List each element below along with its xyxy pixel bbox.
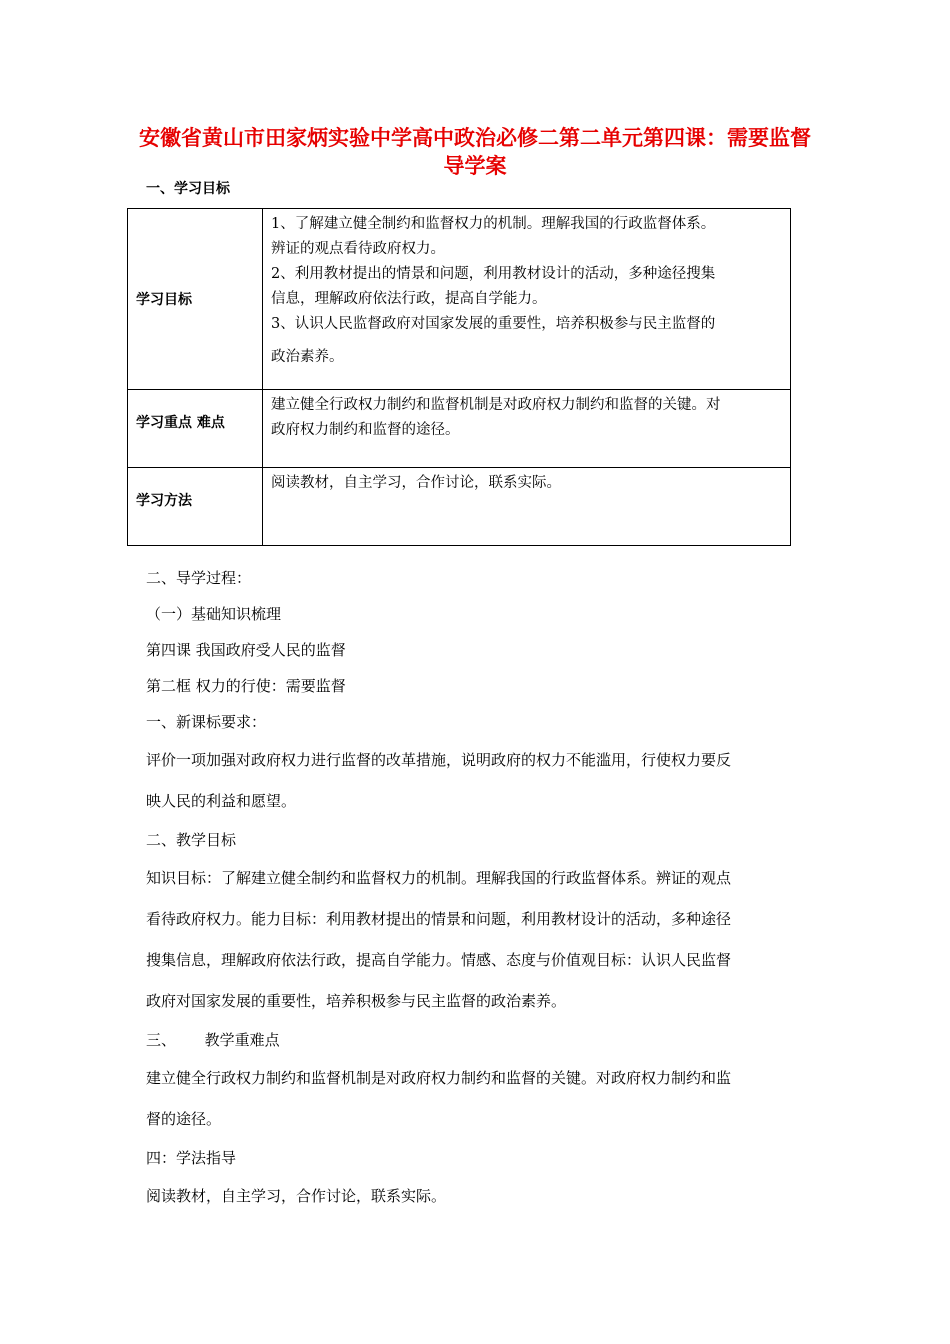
content-line: 辨证的观点看待政府权力。 [271,241,445,257]
row-label: 学习重点 难点 [128,390,263,468]
paragraph-line: 评价一项加强对政府权力进行监督的改革措施，说明政府的权力不能滥用，行使权力要反 [146,751,732,769]
frame-line: 第二框 权力的行使：需要监督 [146,677,346,695]
paragraph-line: 映人民的利益和愿望。 [146,792,297,810]
row-label: 学习方法 [128,468,263,546]
table-row [128,468,791,546]
row-content [263,390,791,468]
table-row [128,390,791,468]
row-content [263,468,791,546]
paragraph-line: 知识目标：了解建立健全制约和监督权力的机制。理解我国的行政监督体系。辨证的观点 [146,869,732,887]
paragraph-line: 阅读教材，自主学习，合作讨论，联系实际。 [146,1187,447,1205]
content-line: 建立健全行政权力制约和监督机制是对政府权力制约和监督的关键。对 [271,397,721,413]
body-text [146,560,814,1217]
heading-teaching-goals: 二、教学目标 [146,831,237,849]
paragraph-line: 建立健全行政权力制约和监督机制是对政府权力制约和监督的关键。对政府权力制约和监 [146,1069,732,1087]
heading-method: 四：学法指导 [146,1149,237,1167]
paragraph-line: 搜集信息，理解政府依法行政，提高自学能力。情感、态度与价值观目标：认识人民监督 [146,951,732,969]
content-line: 政府权力制约和监督的途径。 [271,422,460,438]
lesson-line: 第四课 我国政府受人民的监督 [146,641,346,659]
paragraph-line: 政府对国家发展的重要性，培养积极参与民主监督的政治素养。 [146,992,567,1010]
content-line: 2、利用教材提出的情景和问题，利用教材设计的活动，多种途径搜集 [271,266,716,282]
row-content [263,209,791,390]
paragraph-line: 看待政府权力。能力目标：利用教材提出的情景和问题，利用教材设计的活动，多种途径 [146,910,732,928]
row-label: 学习目标 [128,209,263,390]
content-line: 阅读教材，自主学习，合作讨论，联系实际。 [271,475,561,491]
document-title: 安徽省黄山市田家炳实验中学高中政治必修二第二单元第四课：需要监督 导学案 [139,126,811,178]
content-line: 政治素养。 [271,349,344,365]
content-line: 信息，理解政府依法行政，提高自学能力。 [271,291,547,307]
heading-new-standard: 一、新课标要求： [146,713,267,731]
content-line: 3、认识人民监督政府对国家发展的重要性，培养积极参与民主监督的 [271,316,716,332]
paragraph-line: 督的途径。 [146,1110,222,1128]
heading-key-points: 三、 教学重难点 [146,1031,280,1049]
table-row [128,209,791,390]
section-heading-goals: 一、学习目标 [146,181,230,197]
content-line: 1、了解建立健全制约和监督权力的机制。理解我国的行政监督体系。 [271,216,716,232]
heading-process: 二、导学过程： [146,569,252,587]
goals-table [127,208,791,546]
heading-basic: （一）基础知识梳理 [146,605,282,623]
